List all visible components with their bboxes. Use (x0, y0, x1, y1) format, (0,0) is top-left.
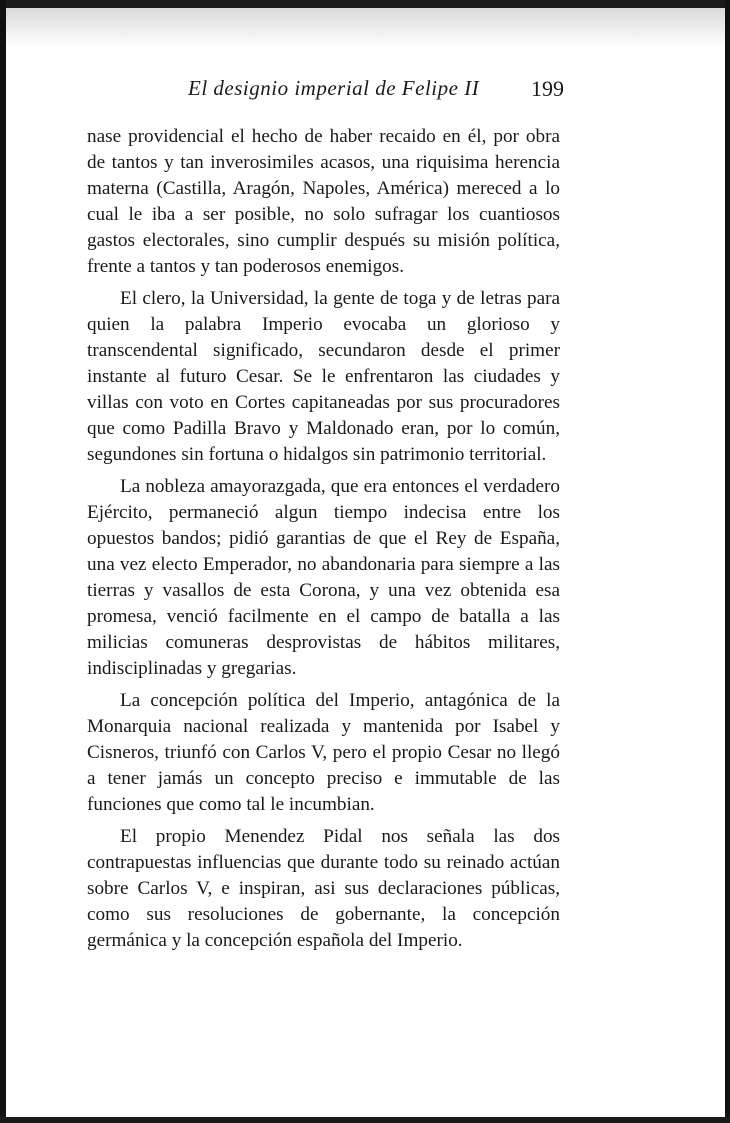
scan-smudge (0, 8, 730, 48)
paragraph-4: La concepción política del Imperio, antagónica de la Monarquia nacional realizada y mantenida por Isabel y Cisneros, triunfó con Carlos V, pero el propio Cesar no llegó a tener jamás un concepto preciso e immutable de las funciones que como tal le incumbian. (87, 690, 560, 815)
body-text (87, 124, 560, 960)
page-header (0, 76, 730, 106)
scan-edge-left (0, 0, 6, 1123)
paragraph-2: El clero, la Universidad, la gente de toga y de letras para quien la palabra Imperio evocaba un glorioso y transcendental significado, secundaron desde el primer instante al futuro Cesar. Se le enfrentaron las ciudades y villas con voto en Cortes capitaneadas por sus procuradores que como Padilla Bravo y Maldonado eran, por lo común, segundones sin fortuna o hidalgos sin patrimonio territorial. (87, 288, 560, 465)
scan-edge-right (725, 0, 730, 1123)
scan-edge-bottom (0, 1117, 730, 1123)
paragraph-1: nase providencial el hecho de haber recaido en él, por obra de tantos y tan inverosimiles acasos, una riquisima herencia materna (Castilla, Aragón, Napoles, América) mereced a lo cual le iba a ser posible, no solo sufragar los cuantiosos gastos electorales, sino cumplir después su misión política, frente a tantos y tan poderosos enemigos. (87, 126, 560, 277)
running-head: El designio imperial de Felipe II (188, 76, 480, 100)
paragraph-3: La nobleza amayorazgada, que era entonces el verdadero Ejército, permaneció algun tiempo indecisa entre los opuestos bandos; pidió garantias de que el Rey de España, una vez electo Emperador, no abandonaria para siempre a las tierras y vasallos de esta Corona, y una vez obtenida esa promesa, venció facilmente en el campo de batalla a las milicias comuneras desprovistas de hábitos militares, indisciplinadas y gregarias. (87, 476, 560, 679)
scan-edge-top (0, 0, 730, 8)
paragraph-5: El propio Menendez Pidal nos señala las dos contrapuestas influencias que durante todo su reinado actúan sobre Carlos V, e inspiran, asi sus declaraciones públicas, como sus resoluciones de gobernante, la concepción germánica y la concepción española del Imperio. (87, 826, 560, 951)
page-number: 199 (531, 76, 564, 101)
